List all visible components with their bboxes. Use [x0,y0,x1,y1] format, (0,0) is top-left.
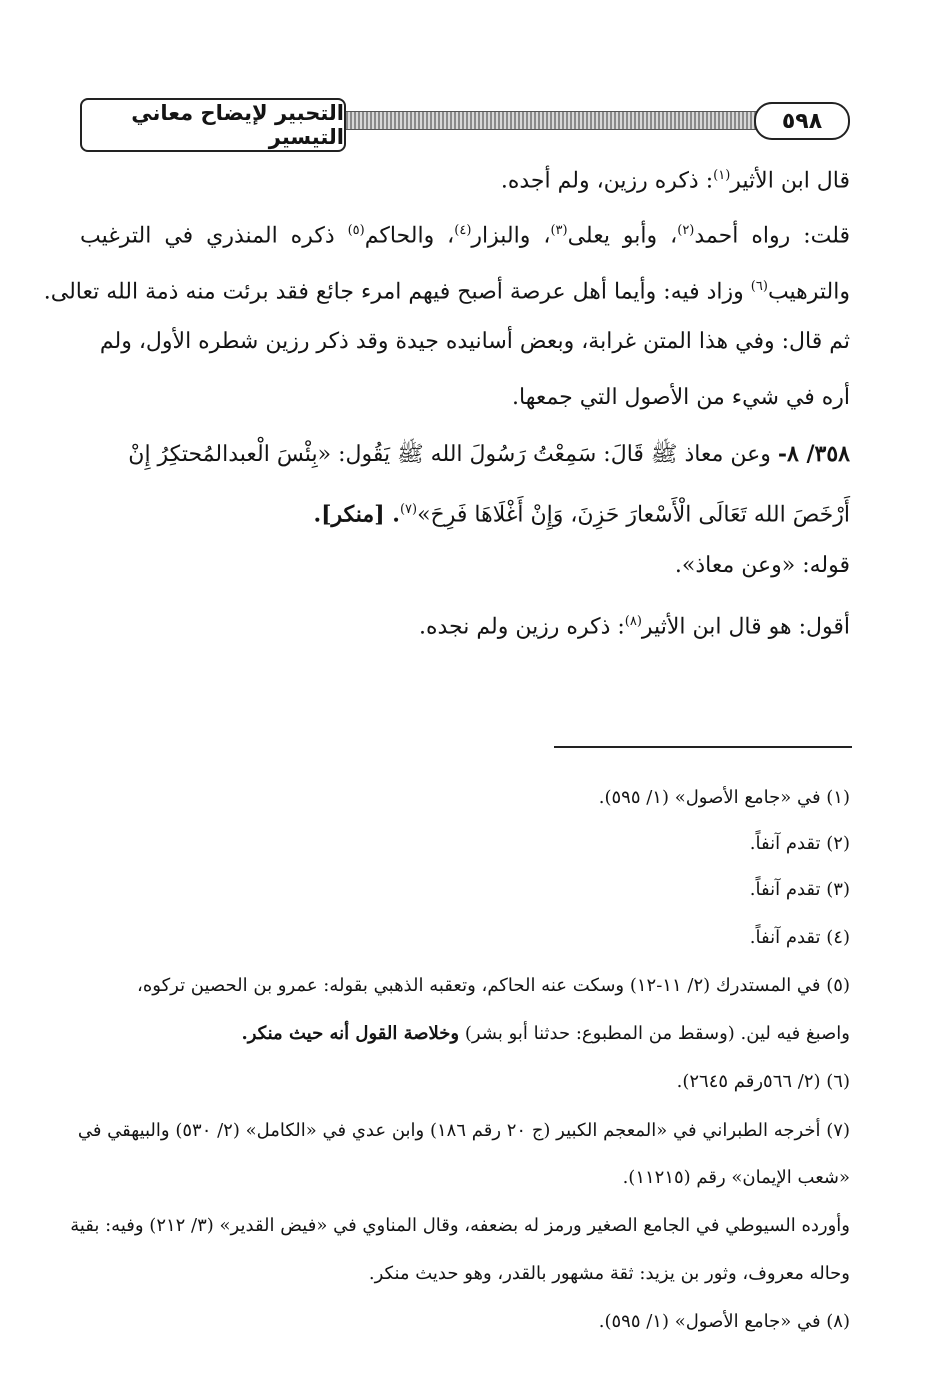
page-number: ٥٩٨ [754,102,850,140]
paragraph-line: ثم قال: وفي هذا المتن غرابة، وبعض أسانيده جيدة وقد ذكر رزين شطره الأول، ولم [99,329,850,354]
footnote-ref: (٨) [624,614,642,629]
paragraph-line [80,217,850,250]
text-span: ، والحاكم [364,223,455,249]
text-span: قال ابن الأثير [730,168,850,194]
footnote: (٧) أخرجه الطبراني في «المعجم الكبير (ج ٢٠ رقم ١٨٦) وابن عدي في «الكامل» (٢/ ٥٣٠) والبيهقي في [77,1120,850,1141]
footnote: (٦) (٢/ ٥٦٦رقم ٢٦٤٥). [676,1071,850,1092]
book-title: التحبير لإيضاح معاني التيسير [80,98,346,152]
text-span-bold: وخلاصة القول أنه حيث منكر. [241,1023,460,1044]
grading-tag: . [منكر]. [313,501,400,528]
text-span: ، والبزار [471,223,551,249]
paragraph-line [80,608,850,641]
footnote: (٨) في «جامع الأصول» (١/ ٥٩٥). [598,1311,850,1332]
footnote: «شعب الإيمان» رقم (١١٢١٥). [622,1167,850,1188]
paragraph-line: أره في شيء من الأصول التي جمعها. [512,385,850,410]
text-span: أَرْخَصَ الله تَعَالَى الْأَسْعارَ حَزِنَ، وَإِنْ أَغْلَاهَا فَرِحَ» [417,502,850,528]
text-span: قلت: رواه أحمد [694,223,851,249]
footnote-ref: (٢) [677,223,695,238]
footnote-ref: (١) [713,168,731,183]
paragraph-line: قوله: «وعن معاذ». [674,553,850,578]
footnote: (٣) تقدم آنفاً. [749,879,850,900]
paragraph-line [43,273,850,306]
hadith-number: ٣٥٨/ ٨- [777,441,850,467]
footnote [80,1022,850,1046]
footnote: وحاله معروف، وثور بن يزيد: ثقة مشهور بالقدر، وهو حديث منكر. [368,1263,850,1284]
text-span: : ذكره رزين، ولم أجده. [500,168,714,194]
text-span: ذكره المنذري في الترغيب [80,223,348,249]
header-decorative-band [342,111,788,130]
text-span: ، وأبو يعلى [567,223,678,249]
footnote-ref: (٤) [454,223,472,238]
paragraph-line [80,162,850,195]
footnote: (٤) تقدم آنفاً. [749,927,850,948]
footnote-ref: (٧) [399,502,418,517]
footnote: (٢) تقدم آنفاً. [749,833,850,854]
footnote: (١) في «جامع الأصول» (١/ ٥٩٥). [598,787,850,808]
footnote-separator [554,746,852,748]
footnote: وأورده السيوطي في الجامع الصغير ورمز له بضعفه، وقال المناوي في «فيض القدير» (٣/ ٢١٢) وفيه: بقية [70,1215,850,1236]
footnote: (٥) في المستدرك (٢/ ١١-١٢) وسكت عنه الحاكم، وتعقبه الذهبي بقوله: عمرو بن الحصين تركوه، [137,975,850,996]
hadith-line [80,496,850,529]
hadith-line [80,440,850,469]
text-span: : ذكره رزين ولم نجده. [418,614,625,640]
footnote-ref: (٦) [750,279,768,294]
footnote-ref: (٣) [550,223,568,238]
page-header [80,98,850,152]
text-span: أقول: هو قال ابن الأثير [641,614,850,640]
text-span: والترهيب [767,279,850,305]
footnote-ref: (٥) [347,223,365,238]
text-span: واصبغ فيه لين. (وسقط من المطبوع: حدثنا أبو بشر) [459,1023,850,1044]
text-span: وعن معاذ ﷺ قَالَ: سَمِعْتُ رَسُولَ الله ﷺ يَقُول: «بِئْسَ الْعبدالمُحتكِرُ إِنْ [128,442,778,467]
text-span: وزاد فيه: وأيما أهل عرصة أصبح فيهم امرء جائع فقد برئت منه ذمة الله تعالى. [43,279,751,305]
